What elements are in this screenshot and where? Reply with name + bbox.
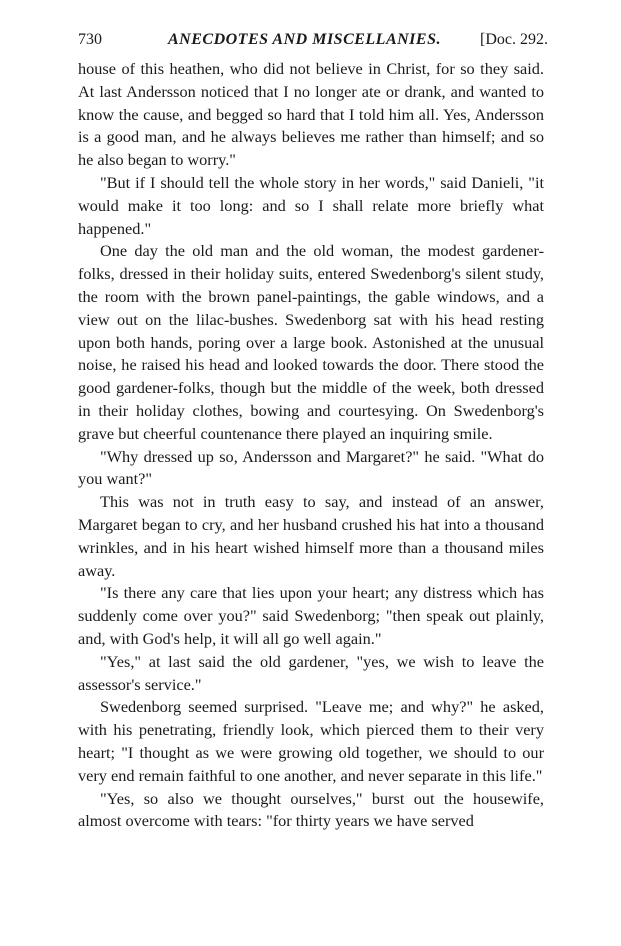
paragraph-6: "Is there any care that lies upon your heart; any distress which has suddenly come over you?" said Swedenborg; "then speak out plainly, and, with God's help, it will all go well again.": [78, 583, 544, 648]
paragraph-9: "Yes, so also we thought ourselves," burst out the housewife, almost overcome with tears: "for thirty years we have served: [78, 788, 544, 831]
page-number: 730: [78, 31, 102, 48]
running-header: [78, 31, 548, 53]
paragraph-1: house of this heathen, who did not believe in Christ, for so they said. At last Andersson noticed that I no longer ate or drank, and wanted to know the cause, and begged so hard that I told him all. Yes, Andersson is a good man, and he always believes me rather than himself; and so he also began to worry.": [78, 59, 544, 170]
running-title: ANECDOTES AND MISCELLANIES.: [168, 31, 441, 48]
paragraph-5: This was not in truth easy to say, and instead of an answer, Margaret began to cry, and her husband crushed his hat into a thousand wrinkles, and in his heart wished himself more than a thousand miles away.: [78, 492, 544, 580]
paragraph-4: "Why dressed up so, Andersson and Margaret?" he said. "What do you want?": [78, 446, 544, 489]
paragraph-7: "Yes," at last said the old gardener, "yes, we wish to leave the assessor's service.": [78, 651, 544, 694]
paragraph-3: One day the old man and the old woman, the modest gardener-folks, dressed in their holiday suits, entered Swedenborg's silent study, the room with the brown panel-paintings, the gable windows, and a view out on the lilac-bushes. Swedenborg sat with his head resting upon both hands, poring over a large book. Astonished at the unusual noise, he raised his head and looked towards the door. There stood the good gardener-folks, though but the middle of the week, both dressed in their holiday clothes, bowing and courtesying. On Swedenborg's grave but cheerful countenance there played an inquiring smile.: [78, 241, 544, 443]
document-reference: [Doc. 292.: [480, 31, 548, 48]
paragraph-2: "But if I should tell the whole story in her words," said Danieli, "it would make it too long: and so I shall relate more briefly what happened.": [78, 172, 544, 238]
paragraph-8: Swedenborg seemed surprised. "Leave me; and why?" he asked, with his penetrating, friendly look, which pierced them to their very heart; "I thought as we were growing old together, we should to our very end remain faithful to one another, and never separate in this life.": [78, 697, 544, 785]
body-text: [78, 58, 544, 833]
